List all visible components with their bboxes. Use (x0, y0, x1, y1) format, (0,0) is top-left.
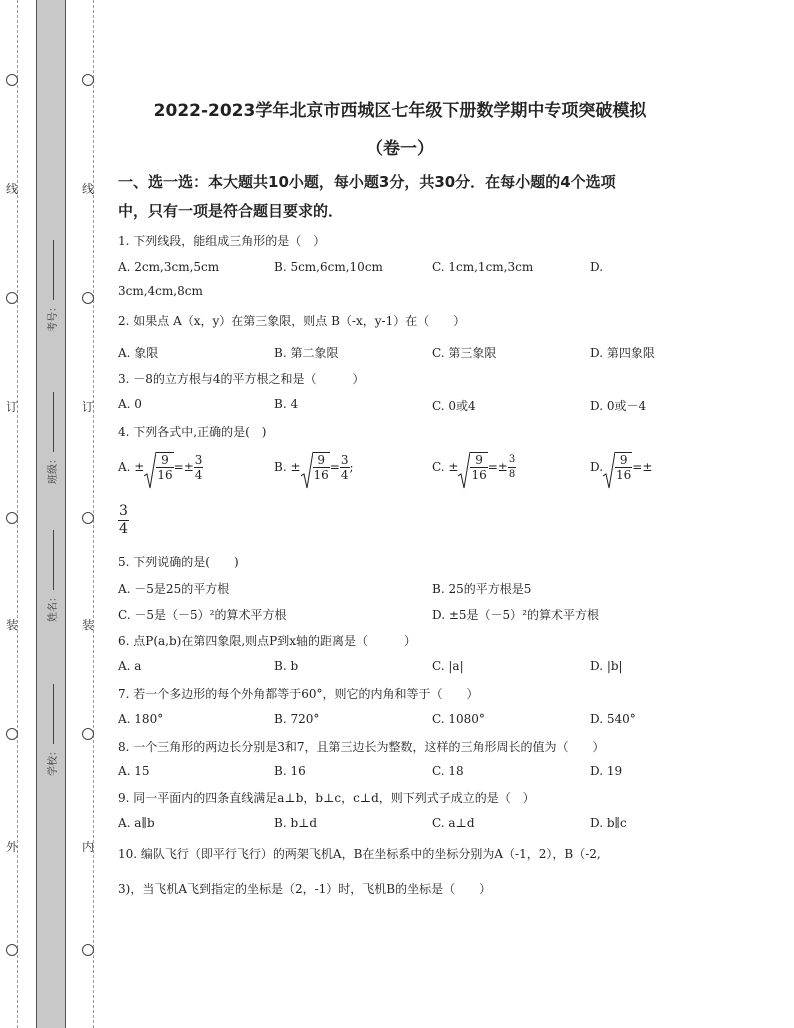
punch-circle (6, 728, 18, 740)
question-1-stem: 1. 下列线段，能组成三角形的是（ ） (118, 234, 326, 248)
punch-circle (82, 292, 94, 304)
question-8-stem: 8. 一个三角形的两边长分别是3和7，且第三边长为整数，这样的三角形周长的值为（ ） (118, 740, 605, 754)
q8-option-b[interactable]: B. 16 (274, 764, 306, 778)
q2-option-b[interactable]: B. 第二象限 (274, 346, 339, 360)
q1-option-b[interactable]: B. 5cm,6cm,10cm (274, 260, 383, 274)
q3-option-c[interactable]: C. 0或4 (432, 399, 476, 413)
q2-option-c[interactable]: C. 第三象限 (432, 346, 497, 360)
q5-option-d[interactable]: D. ±5是（－5）²的算术平方根 (432, 608, 599, 622)
q6-option-a[interactable]: A. a (118, 659, 142, 673)
q4-option-b[interactable]: B. ± $\frac{9}{16}$ = $\frac{3}{4}$ ; (274, 452, 354, 482)
punch-circle (6, 74, 18, 86)
punch-circle (82, 512, 94, 524)
question-5-stem: 5. 下列说确的是( ) (118, 555, 239, 569)
q5-option-b[interactable]: B. 25的平方根是5 (432, 582, 532, 596)
margin-char-inner: 内 (82, 840, 95, 854)
q8-option-a[interactable]: A. 15 (118, 764, 150, 778)
q6-option-c[interactable]: C. |a| (432, 659, 464, 673)
q7-option-d[interactable]: D. 540° (590, 712, 636, 726)
q4-option-a[interactable]: A. ± $\frac{9}{16}$ =± $\frac{3}{4}$ (118, 452, 203, 482)
q1-option-a[interactable]: A. 2cm,3cm,5cm (118, 260, 220, 274)
q4-option-c[interactable]: C. ± $\frac{9}{16}$ =± $\frac{3}{8}$ (432, 452, 516, 482)
q6-option-d[interactable]: D. |b| (590, 659, 623, 673)
q6-option-b[interactable]: B. b (274, 659, 299, 673)
q1-option-c[interactable]: C. 1cm,1cm,3cm (432, 260, 534, 274)
q9-option-d[interactable]: D. b∥c (590, 816, 627, 830)
q2-option-d[interactable]: D. 第四象限 (590, 346, 655, 360)
punch-circle (6, 292, 18, 304)
q5-option-c[interactable]: C. －5是（－5）²的算术平方根 (118, 608, 287, 622)
name-field[interactable]: 姓名： (44, 530, 59, 622)
question-3-stem: 3. －8的立方根与4的平方根之和是（ ） (118, 372, 365, 386)
margin-char-line: 线 (82, 182, 95, 196)
q9-option-a[interactable]: A. a∥b (118, 816, 155, 830)
punch-circle (82, 944, 94, 956)
q5-option-a[interactable]: A. －5是25的平方根 (118, 582, 230, 596)
question-4-stem: 4. 下列各式中,正确的是( ) (118, 425, 267, 439)
punch-circle (6, 512, 18, 524)
question-10-stem-cont: 3)，当飞机A飞到指定的坐标是（2，-1）时，飞机B的坐标是（ ） (118, 882, 492, 896)
exam-number-field[interactable]: 考号： (44, 240, 59, 332)
binding-strip (36, 0, 66, 1028)
margin-char-bind: 订 (6, 400, 19, 414)
margin-char-outer: 外 (6, 840, 19, 854)
margin-char-pack: 装 (82, 618, 95, 632)
q9-option-c[interactable]: C. a⊥d (432, 816, 475, 830)
margin-char-pack: 装 (6, 618, 19, 632)
school-field[interactable]: 学校： (44, 684, 59, 776)
q4-option-d-cont: $\frac{3}{4}$ (119, 503, 128, 537)
q3-option-d[interactable]: D. 0或－4 (590, 399, 647, 413)
q1-option-d[interactable]: D. (590, 260, 604, 274)
question-9-stem: 9. 同一平面内的四条直线满足a⊥b，b⊥c，c⊥d，则下列式子成立的是（ ） (118, 791, 535, 805)
class-field[interactable]: 班级： (44, 392, 59, 484)
q1-option-d-cont: 3cm,4cm,8cm (118, 284, 203, 298)
punch-circle (82, 728, 94, 740)
punch-circle (82, 74, 94, 86)
q7-option-b[interactable]: B. 720° (274, 712, 320, 726)
punch-circle (6, 944, 18, 956)
q2-option-a[interactable]: A. 象限 (118, 346, 159, 360)
page-subtitle: （卷一） (366, 139, 434, 159)
q4-option-d[interactable]: D. $\frac{9}{16}$ =± (590, 452, 652, 482)
q3-option-a[interactable]: A. 0 (118, 397, 142, 411)
section-header-cont: 中，只有一项是符合题目要求的． (118, 202, 344, 220)
q8-option-c[interactable]: C. 18 (432, 764, 464, 778)
margin-char-bind: 订 (82, 400, 95, 414)
section-header: 一、选一选：本大题共10小题，每小题3分，共30分．在每小题的4个选项 (118, 173, 616, 191)
question-2-stem: 2. 如果点 A（x，y）在第三象限，则点 B（-x，y-1）在（ ） (118, 314, 466, 328)
question-10-stem: 10. 编队飞行（即平行飞行）的两架飞机A，B在坐标系中的坐标分别为A（-1，2），B（-2, (118, 847, 601, 861)
q7-option-c[interactable]: C. 1080° (432, 712, 485, 726)
q9-option-b[interactable]: B. b⊥d (274, 816, 318, 830)
question-7-stem: 7. 若一个多边形的每个外角都等于60°，则它的内角和等于（ ） (118, 687, 479, 701)
q8-option-d[interactable]: D. 19 (590, 764, 623, 778)
question-6-stem: 6. 点P(a,b)在第四象限,则点P到x轴的距离是（ ） (118, 634, 417, 648)
q7-option-a[interactable]: A. 180° (118, 712, 164, 726)
page-title: 2022-2023学年北京市西城区七年级下册数学期中专项突破模拟 (153, 101, 647, 121)
q3-option-b[interactable]: B. 4 (274, 397, 299, 411)
margin-char-line: 线 (6, 182, 19, 196)
